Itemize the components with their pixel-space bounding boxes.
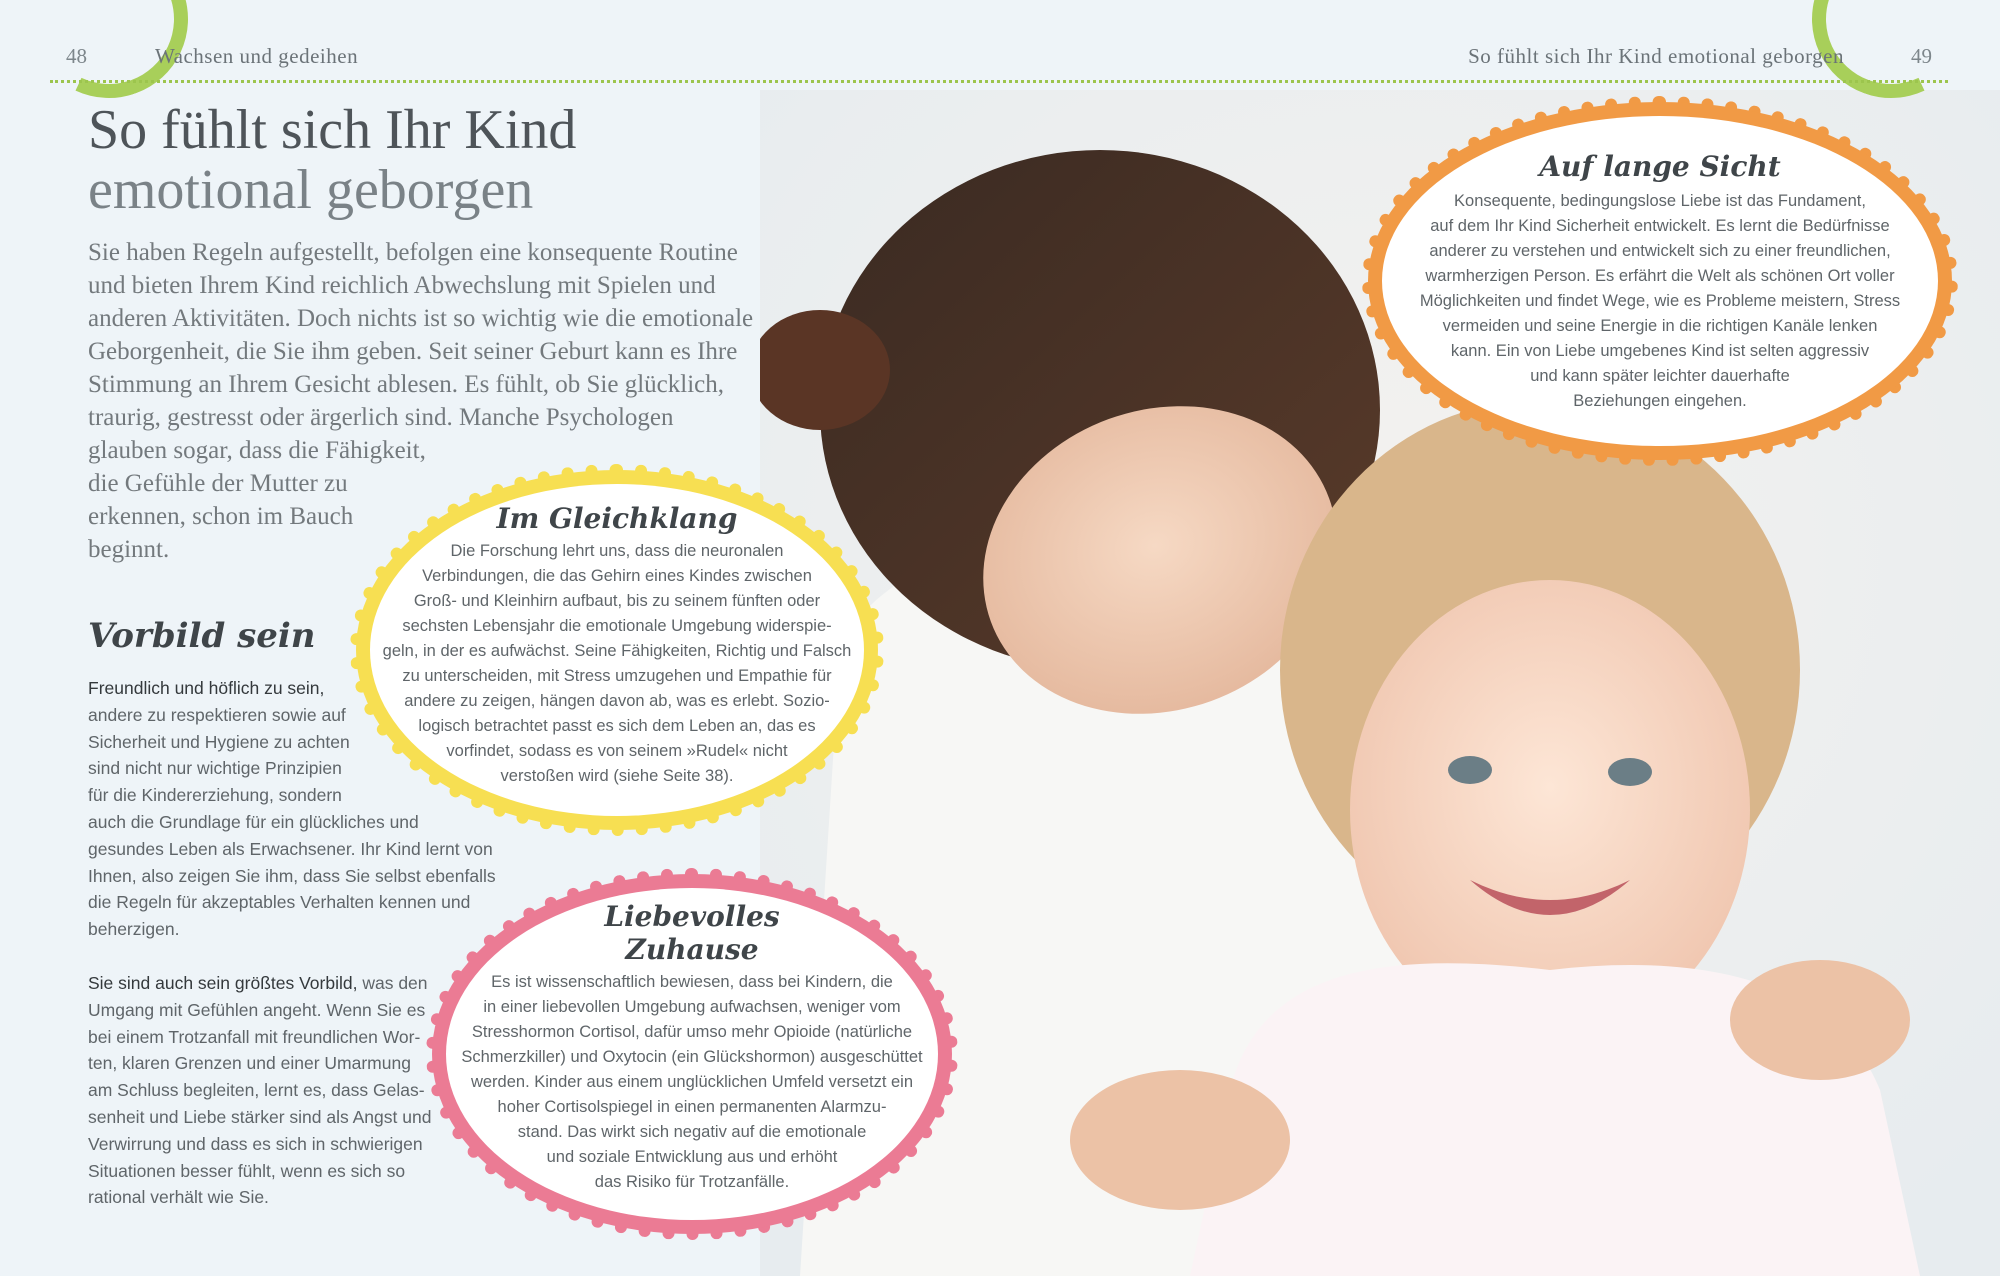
body-line: Situationen besser fühlt, wenn es sich so (88, 1160, 406, 1181)
body-line: beherzigen. (88, 919, 180, 940)
bubble-title: Auf lange Sicht (1539, 150, 1781, 183)
bubble-line: Es ist wissenschaftlich bewiesen, dass bei Kindern, die (491, 973, 893, 991)
bubble-liebevolles-zuhause (432, 874, 952, 1234)
bubble-line: das Risiko für Trotzanfälle. (594, 1173, 790, 1191)
bubble-title: Im Gleichklang (496, 502, 738, 535)
intro-line: erkennen, schon im Bauch (88, 503, 354, 530)
bubble-line: kann. Ein von Liebe umgebenes Kind ist selten aggressiv (1450, 342, 1870, 360)
bubble-line: sechsten Lebensjahr die emotionale Umgebung widerspie- (402, 617, 832, 635)
body-line: senheit und Liebe stärker sind als Angst und (88, 1106, 432, 1127)
left-running-title: Wachsen und gedeihen (155, 44, 359, 68)
body-line: auch die Grundlage für ein glückliches und (88, 811, 419, 832)
bubble-line: stand. Das wirkt sich negativ auf die emotionale (517, 1123, 867, 1141)
bubble-line: und soziale Entwicklung aus und erhöht (546, 1148, 838, 1166)
body-line: ten, klaren Grenzen und einer Umarmung (88, 1053, 411, 1074)
title-line-2: emotional geborgen (88, 159, 534, 221)
bubble-line: hoher Cortisolspiegel in einen permanenten Alarmzu- (497, 1098, 887, 1116)
bubble-line: Die Forschung lehrt uns, dass die neuronalen (450, 542, 784, 560)
bubble-line: Groß- und Kleinhirn aufbaut, bis zu seinem fünften oder (413, 592, 821, 610)
right-running-title: So fühlt sich Ihr Kind emotional geborgen (1468, 44, 1844, 68)
header-divider (50, 80, 1948, 83)
body-line: Ihnen, also zeigen Sie ihm, dass Sie selbst ebenfalls (88, 865, 496, 886)
body-line: die Regeln für akzeptables Verhalten kennen und (88, 892, 471, 913)
body-line: für die Kindererziehung, sondern (88, 785, 342, 806)
bubble-content (1368, 102, 1952, 460)
bubble-line: vermeiden und seine Energie in die richtigen Kanäle lenken (1442, 317, 1878, 335)
bubble-line: warmherzigen Person. Es erfährt die Welt als schönen Ort voller (1425, 267, 1895, 285)
intro-line: glauben sogar, dass die Fähigkeit, (88, 437, 426, 464)
body-line-rest: was den (357, 973, 428, 993)
body-line: Verwirrung und dass es sich in schwierigen (88, 1133, 423, 1154)
bubble-title-line-1: Liebevolles (604, 900, 780, 933)
intro-line: beginnt. (88, 536, 170, 563)
body-line: rational verhält wie Sie. (88, 1187, 269, 1208)
bubble-line: auf dem Ihr Kind Sicherheit entwickelt. Es lernt die Bedürfnisse (1430, 217, 1890, 235)
intro-line: traurig, gestresst oder ärgerlich sind. Manche Psychologen (88, 404, 674, 431)
body-line: Umgang mit Gefühlen angeht. Wenn Sie es (88, 999, 426, 1020)
vorbild-lead-2: Sie sind auch sein größtes Vorbild, (88, 973, 358, 993)
bubble-line: werden. Kinder aus einem unglücklichen Umfeld versetzt ein (470, 1073, 914, 1091)
bubble-line: anderer zu verstehen und entwickelt sich zu einer freundlichen, (1429, 242, 1891, 260)
intro-line: anderen Aktivitäten. Doch nichts ist so wichtig wie die emotionale (88, 305, 754, 332)
intro-line: Geborgenheit, die Sie ihm geben. Seit seiner Geburt kann es Ihre (88, 338, 738, 365)
bubble-line: andere zu zeigen, hängen davon ab, was es erlebt. Sozio- (404, 692, 830, 710)
bubble-line: Verbindungen, die das Gehirn eines Kindes zwischen (422, 567, 812, 585)
bubble-line: Beziehungen eingehen. (1573, 392, 1747, 410)
bubble-line: Stresshormon Cortisol, dafür umso mehr Opioide (natürliche (471, 1023, 913, 1041)
bubble-auf-lange-sicht (1368, 102, 1952, 460)
bubble-line: Möglichkeiten und findet Wege, wie es Probleme meistern, Stress (1419, 292, 1901, 310)
bubble-line: vorfindet, sodass es von seinem »Rudel« nicht (446, 742, 788, 760)
body-line: sind nicht nur wichtige Prinzipien (88, 758, 342, 779)
body-line: Sicherheit und Hygiene zu achten (88, 731, 350, 752)
bubble-line: geln, in der es aufwächst. Seine Fähigkeiten, Richtig und Falsch (382, 642, 852, 660)
bubble-line: logisch betrachtet passt es sich dem Leben an, das es (418, 717, 816, 735)
bubble-text (432, 970, 952, 1195)
bubble-line: Schmerzkiller) und Oxytocin (ein Glückshormon) ausgeschüttet (461, 1048, 923, 1066)
body-line: am Schluss begleiten, lernt es, dass Gelas- (88, 1080, 425, 1101)
vorbild-heading: Vorbild sein (88, 616, 316, 656)
bubble-line: verstoßen wird (siehe Seite 38). (500, 767, 734, 785)
body-line-first (88, 970, 431, 997)
bubble-content (432, 874, 952, 1234)
intro-line: Stimmung an Ihrem Gesicht ablesen. Es fühlt, ob Sie glücklich, (88, 371, 724, 398)
intro-line: und bieten Ihrem Kind reichlich Abwechslung mit Spielen und (88, 272, 716, 299)
vorbild-paragraph-2 (88, 970, 431, 1211)
bubble-line: zu unterscheiden, mit Stress umzugehen und Empathie für (402, 667, 832, 685)
page-title (88, 100, 576, 220)
bubble-line: und kann später leichter dauerhafte (1530, 367, 1790, 385)
bubble-im-gleichklang (356, 470, 878, 830)
body-line: andere zu respektieren sowie auf (88, 704, 346, 725)
bubble-content (356, 470, 878, 830)
bubble-title (432, 874, 952, 966)
body-line: bei einem Trotzanfall mit freundlichen Wor- (88, 1026, 421, 1047)
left-page-number: 48 (66, 44, 87, 68)
bubble-text (356, 539, 878, 789)
bubble-line: Konsequente, bedingungslose Liebe ist das Fundament, (1454, 192, 1866, 210)
body-line: gesundes Leben als Erwachsener. Ihr Kind lernt von (88, 838, 493, 859)
vorbild-lead-1: Freundlich und höflich zu sein, (88, 678, 325, 698)
intro-line: die Gefühle der Mutter zu (88, 470, 348, 497)
title-line-1: So fühlt sich Ihr Kind (88, 99, 577, 161)
bubble-text (1368, 189, 1952, 414)
intro-line: Sie haben Regeln aufgestellt, befolgen eine konsequente Routine (88, 239, 738, 266)
right-page-number: 49 (1911, 44, 1932, 68)
bubble-title-line-2: Zuhause (625, 933, 759, 966)
bubble-line: in einer liebevollen Umgebung aufwachsen, weniger vom (483, 998, 901, 1016)
